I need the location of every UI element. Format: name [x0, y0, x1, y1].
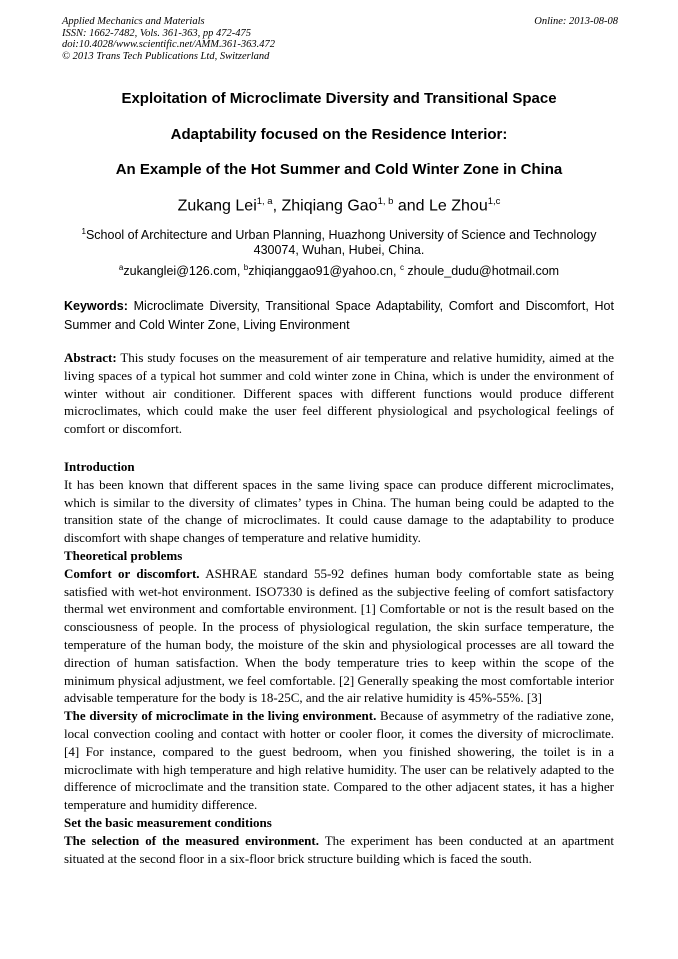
title-line-1: Exploitation of Microclimate Diversity and Transitional Space	[121, 90, 557, 107]
author-3: Le Zhou	[429, 197, 488, 215]
title-line-2: Adaptability focused on the Residence Interior:	[170, 126, 508, 143]
email-c: zhoule_dudu@hotmail.com	[403, 264, 560, 279]
author-list	[40, 196, 638, 215]
author-2-sup: 1, b	[377, 196, 394, 207]
affiliation-text: School of Architecture and Urban Planning, Huazhong University of Science and Technology	[85, 228, 597, 243]
author-sep-2: and	[393, 197, 430, 215]
diversity-label: The diversity of microclimate in the living environment.	[64, 708, 377, 724]
keywords-label: Keywords:	[64, 299, 128, 313]
theory-heading: Theoretical problems	[64, 547, 183, 563]
comfort-paragraph	[64, 565, 614, 707]
diversity-text: Because of asymmetry of the radiative zone, local convection cooling and contact with hotter or cooler floor, it comes the diversity of microclimate. [4] For instance, compared to the guest bedroom, when you finished showering, the toilet is in a microclimate with high temperature and high relative humidity. The user can be relatively adapted to the difference of microclimate and the transition state. Compared to the other adjacent states, it has a higher temperature and humidity difference.	[64, 708, 614, 813]
email-a: zukanglei@126.com,	[123, 264, 244, 279]
intro-paragraph: It has been known that different spaces in the same living space can produce different microclimates, which is similar to the diversity of climates’ types in China. The human being could be adapted to the transition state of the change of microclimates. It could cause damage to the adaptability to produce discomfort with shape changes of temperature and relative humidity.	[64, 476, 614, 546]
email-line	[40, 259, 638, 280]
email-b: zhiqianggao91@yahoo.cn,	[248, 264, 400, 279]
intro-heading: Introduction	[64, 459, 135, 474]
comfort-label: Comfort or discomfort.	[64, 565, 200, 581]
email-b-sup: b	[243, 263, 249, 272]
abstract-text: This study focuses on the measurement of air temperature and relative humidity, aimed at the living spaces of a typical hot summer and cold winter zone in China, which is under the environment of winter without air conditioner. Different spaces with different functions would produce different microclimates, which could make the user feel different physiological and psychological feelings of comfort or discomfort.	[64, 350, 614, 437]
email-c-sup: c	[399, 263, 404, 272]
author-1: Zukang Lei	[177, 197, 257, 215]
title-line-3: An Example of the Hot Summer and Cold Winter Zone in China	[115, 161, 563, 178]
selection-paragraph	[64, 832, 614, 868]
online-date: Online: 2013-08-08	[534, 16, 618, 27]
diversity-paragraph	[64, 707, 614, 814]
author-1-sup: 1, a	[256, 196, 273, 207]
measure-heading: Set the basic measurement conditions	[64, 814, 272, 830]
author-sep-1: ,	[272, 197, 282, 215]
affiliation-sup: 1	[81, 227, 86, 236]
journal-copyright: © 2013 Trans Tech Publications Ltd, Switzerland	[62, 50, 270, 62]
abstract	[64, 349, 614, 438]
keywords	[64, 297, 614, 335]
keywords-text: Microclimate Diversity, Transitional Space Adaptability, Comfort and Discomfort, Hot Summer and Cold Winter Zone, Living Environment	[64, 299, 614, 332]
journal-issn: ISSN: 1662-7482, Vols. 361-363, pp 472-475	[62, 27, 251, 39]
author-2: Zhiqiang Gao	[281, 197, 378, 215]
journal-doi: doi:10.4028/www.scientific.net/AMM.361-363.472	[62, 39, 275, 50]
journal-name: Applied Mechanics and Materials	[62, 16, 205, 27]
abstract-label: Abstract:	[64, 350, 117, 365]
comfort-text: ASHRAE standard 55-92 defines human body comfortable state as being satisfied with wet-hot environment. ISO7330 is defined as the subjective feeling of comfort satisfactory thermal wet environment and comfortable environment. [1] Comfortable or not is the result based on the consciousness of people. In the process of physiological regulation, the skin surface temperature, the temperature of the human body, the moisture of the skin and physiological processes are all toward the direction of human satisfaction. When the body temperature tries to keep within the scope of the minimum physical adjustment, we feel comfortable. [2] Generally speaking the most comfortable interior advisable temperature for the body is 18-25C, and the air relative humidity is 45%-55%. [3]	[64, 565, 614, 706]
main-text	[64, 458, 614, 867]
selection-label: The selection of the measured environment.	[64, 832, 319, 848]
affiliation-line-2: 430074, Wuhan, Hubei, China.	[253, 243, 425, 257]
email-a-sup: a	[118, 263, 124, 272]
author-3-sup: 1,c	[487, 196, 501, 207]
selection-text: The experiment has been conducted at an apartment situated at the second floor in a six-floor brick structure building which is faced the south.	[64, 832, 614, 866]
journal-header	[62, 16, 618, 62]
